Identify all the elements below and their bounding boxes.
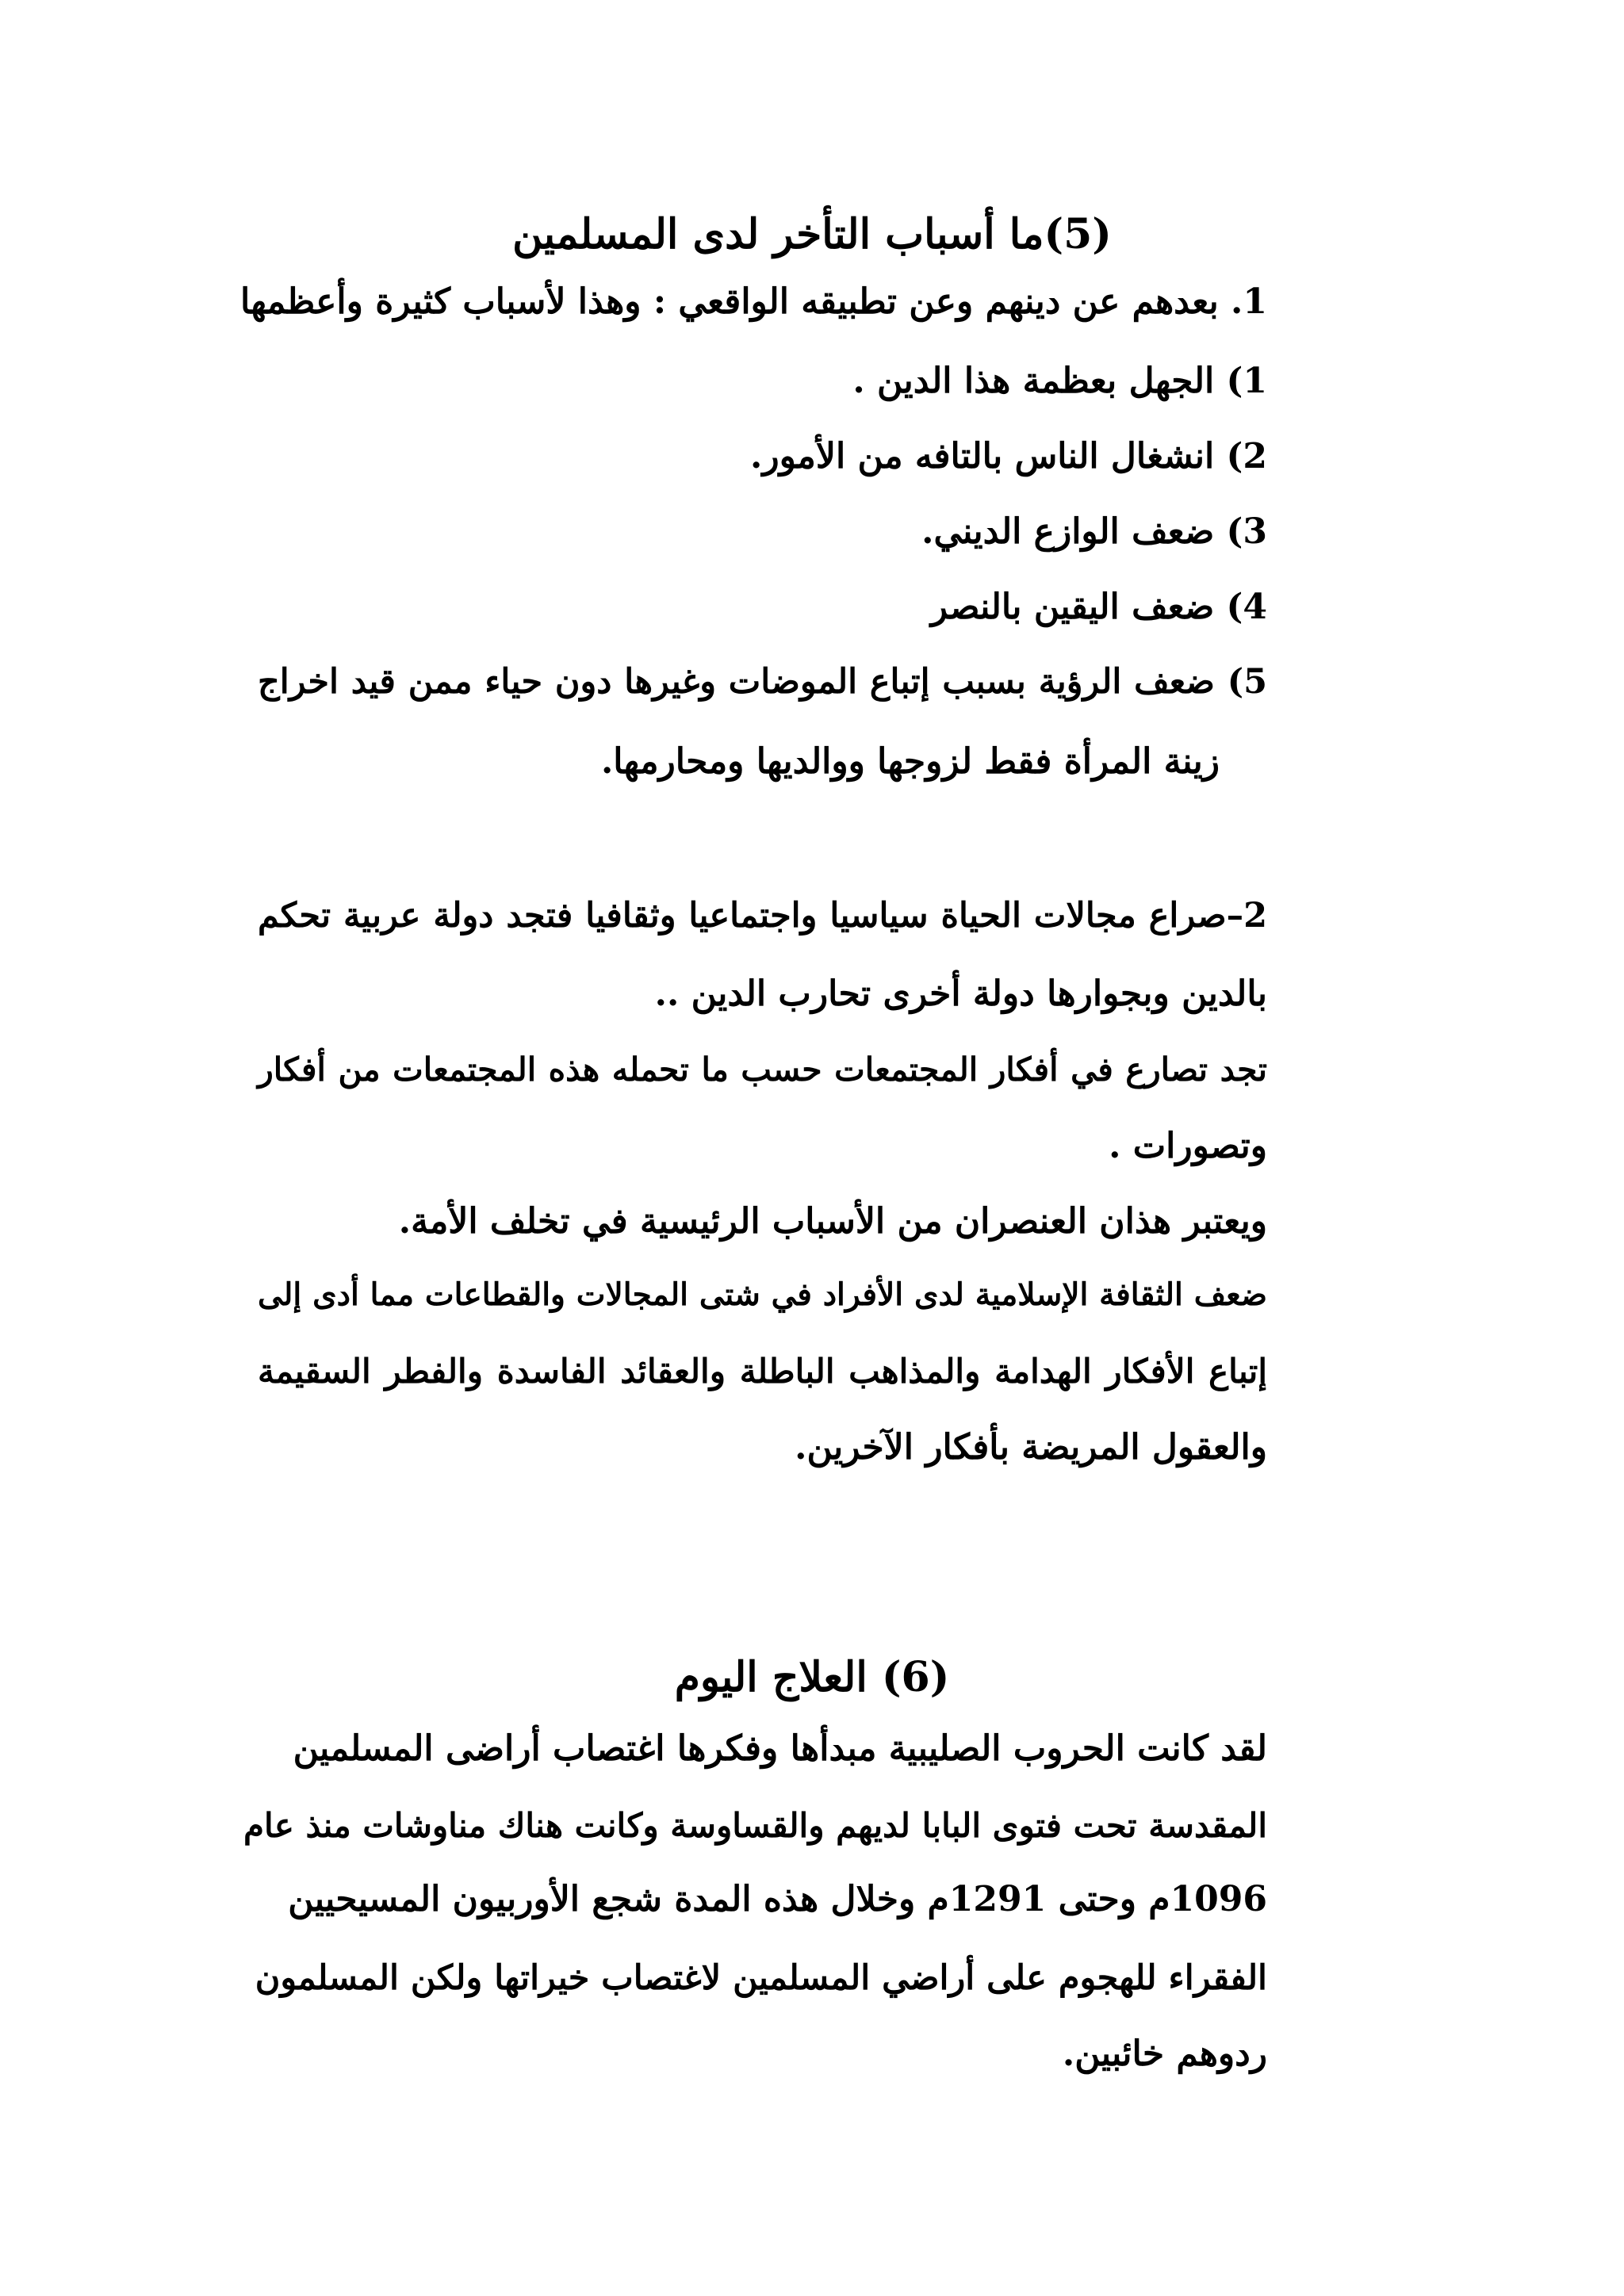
list-item: 3) ضعف الوازع الديني. — [921, 511, 1267, 552]
point-2-line: 2–صراع مجالات الحياة سياسيا واجتماعيا وثقافيا فتجد دولة عربية تحكم — [258, 896, 1267, 936]
section-6-line: ردوهم خائبين. — [1062, 2034, 1267, 2074]
point-2-line: ويعتبر هذان العنصران من الأسباب الرئيسية في تخلف الأمة. — [398, 1201, 1267, 1242]
list-item: 5) ضعف الرؤية بسبب إتباع الموضات وغيرها دون حياء ممن قيد اخراج — [258, 662, 1267, 702]
point-2-line: تجد تصارع في أفكار المجتمعات حسب ما تحمله هذه المجتمعات من أفكار — [258, 1050, 1267, 1089]
point-2-line: والعقول المريضة بأفكار الآخرين. — [795, 1427, 1267, 1468]
point-1-intro: 1. بعدهم عن دينهم وعن تطبيقه الواقعي : وهذا لأسباب كثيرة وأعظمها — [239, 281, 1267, 322]
point-2-line: وتصورات . — [1109, 1126, 1267, 1166]
point-2-line: ضعف الثقافة الإسلامية لدى الأفراد في شتى المجالات والقطاعات مما أدى إلى — [258, 1276, 1267, 1313]
list-item-continuation: زينة المرأة فقط لزوجها ووالديها ومحارمها. — [600, 741, 1220, 782]
section-6-line: 1096م وحتى 1291م وخلال هذه المدة شجع الأوربيون المسيحيين — [288, 1879, 1267, 1919]
section-5-heading: (5)ما أسباب التأخر لدى المسلمين — [512, 210, 1112, 258]
point-2-line: بالدين وبجوارها دولة أخرى تحارب الدين .. — [654, 974, 1267, 1014]
section-6-line: المقدسة تحت فتوى البابا لديهم والقساوسة وكانت هناك مناوشات منذ عام — [243, 1806, 1267, 1845]
list-item: 4) ضعف اليقين بالنصر — [930, 587, 1267, 627]
section-6-line: لقد كانت الحروب الصليبية مبدأها وفكرها اغتصاب أراضى المسلمين — [293, 1728, 1267, 1769]
point-2-line: إتباع الأفكار الهدامة والمذاهب الباطلة والعقائد الفاسدة والفطر السقيمة — [258, 1352, 1267, 1391]
list-item: 2) انشغال الناس بالتافه من الأمور. — [750, 436, 1267, 476]
list-item: 1) الجهل بعظمة هذا الدين . — [852, 361, 1267, 401]
section-6-line: الفقراء للهجوم على أراضي المسلمين لاغتصاب خيراتها ولكن المسلمون — [255, 1958, 1267, 1998]
section-6-heading: (6) العلاج اليوم — [674, 1653, 950, 1701]
